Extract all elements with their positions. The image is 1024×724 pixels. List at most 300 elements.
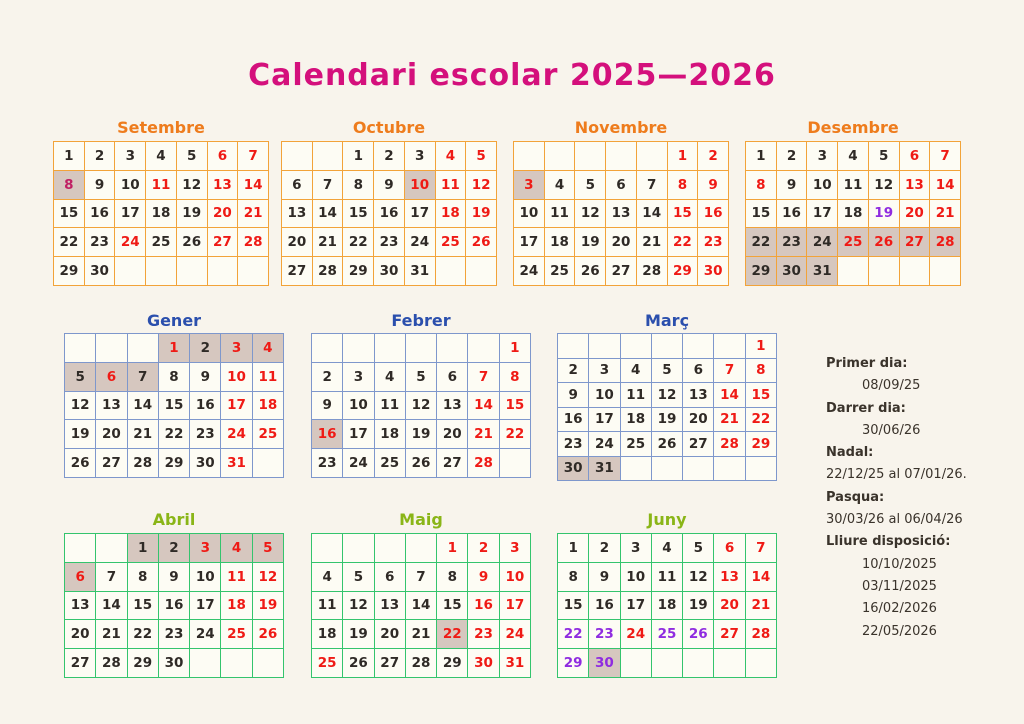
- month-grid: [53, 141, 269, 286]
- day-cell: 9: [468, 563, 499, 592]
- day-cell: 16: [589, 592, 620, 621]
- day-cell: 3: [500, 534, 531, 563]
- day-cell: 10: [190, 563, 221, 592]
- day-cell: 11: [838, 171, 869, 200]
- day-cell: 31: [589, 457, 620, 482]
- day-cell: 13: [208, 171, 239, 200]
- day-cell: 9: [698, 171, 729, 200]
- day-cell: 12: [343, 592, 374, 621]
- day-cell: 27: [437, 449, 468, 478]
- empty-cell: [621, 457, 652, 482]
- day-cell: 3: [221, 334, 252, 363]
- day-cell: 28: [468, 449, 499, 478]
- day-cell: 27: [208, 228, 239, 257]
- month-abril: [64, 510, 284, 678]
- empty-cell: [238, 257, 269, 286]
- empty-cell: [208, 257, 239, 286]
- legend-value: 30/03/26 al 06/04/26: [826, 512, 963, 528]
- day-cell: 22: [668, 228, 699, 257]
- day-cell: 7: [714, 359, 745, 384]
- empty-cell: [714, 457, 745, 482]
- day-cell: 12: [406, 392, 437, 421]
- day-cell: 8: [128, 563, 159, 592]
- month-grid: [557, 533, 777, 678]
- day-cell: 30: [777, 257, 808, 286]
- day-cell: 1: [558, 534, 589, 563]
- day-cell: 3: [514, 171, 545, 200]
- day-cell: 2: [159, 534, 190, 563]
- day-cell: 23: [558, 432, 589, 457]
- day-cell: 4: [146, 142, 177, 171]
- day-cell: 3: [115, 142, 146, 171]
- day-cell: 12: [575, 200, 606, 229]
- day-cell: 22: [128, 620, 159, 649]
- day-cell: 8: [437, 563, 468, 592]
- day-cell: 21: [930, 200, 961, 229]
- day-cell: 2: [777, 142, 808, 171]
- empty-cell: [652, 649, 683, 678]
- legend-label: Darrer dia:: [826, 400, 906, 416]
- month-desembre: [745, 118, 961, 286]
- day-cell: 7: [637, 171, 668, 200]
- day-cell: 26: [177, 228, 208, 257]
- empty-cell: [838, 257, 869, 286]
- day-cell: 9: [374, 171, 405, 200]
- empty-cell: [313, 142, 344, 171]
- day-cell: 16: [558, 408, 589, 433]
- day-cell: 25: [253, 420, 284, 449]
- empty-cell: [714, 334, 745, 359]
- day-cell: 15: [668, 200, 699, 229]
- day-cell: 2: [468, 534, 499, 563]
- day-cell: 11: [621, 383, 652, 408]
- day-cell: 10: [514, 200, 545, 229]
- day-cell: 14: [128, 392, 159, 421]
- day-cell: 20: [375, 620, 406, 649]
- month-maig: [311, 510, 531, 678]
- day-cell: 26: [253, 620, 284, 649]
- day-cell: 27: [96, 449, 127, 478]
- day-cell: 28: [238, 228, 269, 257]
- day-cell: 28: [406, 649, 437, 678]
- month-grid: [311, 533, 531, 678]
- day-cell: 27: [65, 649, 96, 678]
- day-cell: 29: [437, 649, 468, 678]
- day-cell: 17: [514, 228, 545, 257]
- empty-cell: [652, 334, 683, 359]
- day-cell: 3: [621, 534, 652, 563]
- day-cell: 6: [375, 563, 406, 592]
- day-cell: 26: [65, 449, 96, 478]
- day-cell: 8: [746, 359, 777, 384]
- day-cell: 17: [500, 592, 531, 621]
- day-cell: 11: [253, 363, 284, 392]
- empty-cell: [589, 334, 620, 359]
- empty-cell: [406, 334, 437, 363]
- day-cell: 4: [375, 363, 406, 392]
- empty-cell: [312, 334, 343, 363]
- day-cell: 6: [714, 534, 745, 563]
- empty-cell: [437, 334, 468, 363]
- day-cell: 17: [589, 408, 620, 433]
- day-cell: 4: [545, 171, 576, 200]
- legend-value: 10/10/2025: [862, 556, 937, 572]
- day-cell: 24: [221, 420, 252, 449]
- empty-cell: [606, 142, 637, 171]
- empty-cell: [514, 142, 545, 171]
- day-cell: 23: [159, 620, 190, 649]
- day-cell: 28: [96, 649, 127, 678]
- empty-cell: [190, 649, 221, 678]
- empty-cell: [746, 649, 777, 678]
- day-cell: 22: [746, 228, 777, 257]
- day-cell: 19: [406, 420, 437, 449]
- day-cell: 5: [683, 534, 714, 563]
- day-cell: 21: [406, 620, 437, 649]
- day-cell: 27: [683, 432, 714, 457]
- day-cell: 22: [343, 228, 374, 257]
- day-cell: 10: [343, 392, 374, 421]
- day-cell: 13: [65, 592, 96, 621]
- day-cell: 5: [575, 171, 606, 200]
- day-cell: 29: [128, 649, 159, 678]
- day-cell: 22: [500, 420, 531, 449]
- day-cell: 29: [343, 257, 374, 286]
- day-cell: 31: [807, 257, 838, 286]
- day-cell: 10: [589, 383, 620, 408]
- day-cell: 13: [606, 200, 637, 229]
- day-cell: 16: [159, 592, 190, 621]
- empty-cell: [621, 334, 652, 359]
- month-grid: [64, 333, 284, 478]
- day-cell: 1: [746, 142, 777, 171]
- day-cell: 26: [343, 649, 374, 678]
- empty-cell: [746, 457, 777, 482]
- empty-cell: [221, 649, 252, 678]
- legend-label: Primer dia:: [826, 356, 908, 371]
- day-cell: 6: [208, 142, 239, 171]
- empty-cell: [343, 334, 374, 363]
- day-cell: 21: [714, 408, 745, 433]
- month-title: Octubre: [352, 118, 426, 137]
- day-cell: 17: [190, 592, 221, 621]
- day-cell: 20: [900, 200, 931, 229]
- day-cell: 9: [159, 563, 190, 592]
- day-cell: 1: [54, 142, 85, 171]
- empty-cell: [96, 334, 127, 363]
- day-cell: 1: [746, 334, 777, 359]
- day-cell: 31: [405, 257, 436, 286]
- day-cell: 13: [900, 171, 931, 200]
- empty-cell: [375, 534, 406, 563]
- day-cell: 28: [313, 257, 344, 286]
- day-cell: 19: [575, 228, 606, 257]
- legend-label: Pasqua:: [826, 489, 885, 505]
- day-cell: 26: [466, 228, 497, 257]
- day-cell: 29: [746, 257, 777, 286]
- day-cell: 18: [838, 200, 869, 229]
- day-cell: 30: [698, 257, 729, 286]
- day-cell: 24: [514, 257, 545, 286]
- day-cell: 20: [606, 228, 637, 257]
- day-cell: 3: [405, 142, 436, 171]
- day-cell: 21: [238, 200, 269, 229]
- day-cell: 15: [746, 200, 777, 229]
- day-cell: 1: [437, 534, 468, 563]
- day-cell: 10: [405, 171, 436, 200]
- day-cell: 5: [869, 142, 900, 171]
- legend-value: 08/09/25: [862, 378, 921, 394]
- day-cell: 29: [54, 257, 85, 286]
- empty-cell: [375, 334, 406, 363]
- day-cell: 10: [807, 171, 838, 200]
- day-cell: 30: [85, 257, 116, 286]
- month-grid: [745, 141, 961, 286]
- day-cell: 9: [589, 563, 620, 592]
- day-cell: 19: [869, 200, 900, 229]
- day-cell: 3: [807, 142, 838, 171]
- day-cell: 4: [652, 534, 683, 563]
- day-cell: 11: [545, 200, 576, 229]
- day-cell: 18: [375, 420, 406, 449]
- month-title: Abril: [152, 510, 196, 529]
- day-cell: 25: [545, 257, 576, 286]
- day-cell: 9: [312, 392, 343, 421]
- day-cell: 26: [652, 432, 683, 457]
- day-cell: 7: [746, 534, 777, 563]
- day-cell: 29: [159, 449, 190, 478]
- month-grid: [557, 333, 777, 481]
- day-cell: 25: [436, 228, 467, 257]
- day-cell: 4: [312, 563, 343, 592]
- day-cell: 19: [177, 200, 208, 229]
- day-cell: 28: [637, 257, 668, 286]
- day-cell: 18: [545, 228, 576, 257]
- month-title: Març: [644, 311, 690, 330]
- day-cell: 2: [85, 142, 116, 171]
- day-cell: 8: [558, 563, 589, 592]
- day-cell: 18: [621, 408, 652, 433]
- empty-cell: [683, 334, 714, 359]
- day-cell: 17: [621, 592, 652, 621]
- month-title: Novembre: [574, 118, 668, 137]
- day-cell: 8: [343, 171, 374, 200]
- empty-cell: [65, 534, 96, 563]
- day-cell: 8: [746, 171, 777, 200]
- day-cell: 30: [589, 649, 620, 678]
- day-cell: 19: [343, 620, 374, 649]
- day-cell: 12: [466, 171, 497, 200]
- day-cell: 6: [900, 142, 931, 171]
- day-cell: 2: [190, 334, 221, 363]
- day-cell: 14: [637, 200, 668, 229]
- legend-value: 03/11/2025: [862, 578, 937, 594]
- day-cell: 7: [96, 563, 127, 592]
- day-cell: 29: [746, 432, 777, 457]
- day-cell: 25: [838, 228, 869, 257]
- day-cell: 30: [190, 449, 221, 478]
- day-cell: 18: [146, 200, 177, 229]
- day-cell: 13: [96, 392, 127, 421]
- day-cell: 16: [190, 392, 221, 421]
- day-cell: 20: [683, 408, 714, 433]
- legend-label: Nadal:: [826, 445, 874, 461]
- page-title: Calendari escolar 2025—2026: [248, 58, 776, 93]
- day-cell: 7: [406, 563, 437, 592]
- day-cell: 24: [500, 620, 531, 649]
- day-cell: 9: [777, 171, 808, 200]
- day-cell: 17: [115, 200, 146, 229]
- empty-cell: [558, 334, 589, 359]
- day-cell: 5: [65, 363, 96, 392]
- day-cell: 6: [606, 171, 637, 200]
- empty-cell: [637, 142, 668, 171]
- day-cell: 15: [128, 592, 159, 621]
- day-cell: 5: [177, 142, 208, 171]
- day-cell: 11: [221, 563, 252, 592]
- empty-cell: [436, 257, 467, 286]
- day-cell: 24: [807, 228, 838, 257]
- day-cell: 2: [698, 142, 729, 171]
- day-cell: 4: [436, 142, 467, 171]
- legend-value: 16/02/2026: [862, 601, 937, 617]
- month-marc: [557, 311, 777, 481]
- day-cell: 18: [312, 620, 343, 649]
- day-cell: 12: [177, 171, 208, 200]
- day-cell: 19: [65, 420, 96, 449]
- month-grid: [64, 533, 284, 678]
- day-cell: 27: [282, 257, 313, 286]
- day-cell: 21: [637, 228, 668, 257]
- day-cell: 10: [621, 563, 652, 592]
- legend-value: 22/05/2026: [862, 623, 937, 639]
- day-cell: 19: [466, 200, 497, 229]
- day-cell: 12: [652, 383, 683, 408]
- day-cell: 23: [312, 449, 343, 478]
- day-cell: 24: [115, 228, 146, 257]
- day-cell: 8: [500, 363, 531, 392]
- day-cell: 20: [65, 620, 96, 649]
- day-cell: 25: [312, 649, 343, 678]
- day-cell: 27: [375, 649, 406, 678]
- day-cell: 15: [437, 592, 468, 621]
- day-cell: 18: [221, 592, 252, 621]
- day-cell: 15: [159, 392, 190, 421]
- day-cell: 25: [221, 620, 252, 649]
- day-cell: 23: [190, 420, 221, 449]
- month-setembre: [53, 118, 269, 286]
- day-cell: 5: [343, 563, 374, 592]
- day-cell: 28: [930, 228, 961, 257]
- day-cell: 14: [406, 592, 437, 621]
- day-cell: 19: [253, 592, 284, 621]
- day-cell: 1: [500, 334, 531, 363]
- day-cell: 12: [65, 392, 96, 421]
- day-cell: 21: [468, 420, 499, 449]
- day-cell: 1: [159, 334, 190, 363]
- empty-cell: [869, 257, 900, 286]
- day-cell: 27: [900, 228, 931, 257]
- month-octubre: [281, 118, 497, 286]
- day-cell: 16: [312, 420, 343, 449]
- day-cell: 18: [436, 200, 467, 229]
- empty-cell: [900, 257, 931, 286]
- day-cell: 14: [313, 200, 344, 229]
- day-cell: 6: [437, 363, 468, 392]
- day-cell: 9: [190, 363, 221, 392]
- day-cell: 11: [375, 392, 406, 421]
- day-cell: 9: [85, 171, 116, 200]
- day-cell: 17: [405, 200, 436, 229]
- month-grid: [281, 141, 497, 286]
- day-cell: 20: [714, 592, 745, 621]
- day-cell: 6: [96, 363, 127, 392]
- day-cell: 23: [85, 228, 116, 257]
- day-cell: 7: [313, 171, 344, 200]
- month-title: Maig: [399, 510, 443, 529]
- day-cell: 7: [468, 363, 499, 392]
- legend-value: 30/06/26: [862, 422, 921, 438]
- day-cell: 24: [621, 620, 652, 649]
- day-cell: 8: [668, 171, 699, 200]
- legend-label: Lliure disposició:: [826, 534, 951, 550]
- day-cell: 22: [746, 408, 777, 433]
- day-cell: 20: [208, 200, 239, 229]
- day-cell: 23: [468, 620, 499, 649]
- day-cell: 21: [746, 592, 777, 621]
- empty-cell: [930, 257, 961, 286]
- day-cell: 31: [221, 449, 252, 478]
- day-cell: 22: [437, 620, 468, 649]
- day-cell: 14: [238, 171, 269, 200]
- day-cell: 17: [221, 392, 252, 421]
- day-cell: 23: [374, 228, 405, 257]
- day-cell: 31: [500, 649, 531, 678]
- day-cell: 15: [500, 392, 531, 421]
- day-cell: 22: [54, 228, 85, 257]
- day-cell: 16: [85, 200, 116, 229]
- day-cell: 7: [930, 142, 961, 171]
- day-cell: 19: [683, 592, 714, 621]
- empty-cell: [545, 142, 576, 171]
- day-cell: 7: [238, 142, 269, 171]
- day-cell: 30: [468, 649, 499, 678]
- day-cell: 5: [466, 142, 497, 171]
- empty-cell: [468, 334, 499, 363]
- empty-cell: [714, 649, 745, 678]
- day-cell: 21: [313, 228, 344, 257]
- day-cell: 11: [146, 171, 177, 200]
- day-cell: 9: [558, 383, 589, 408]
- month-novembre: [513, 118, 729, 286]
- day-cell: 21: [96, 620, 127, 649]
- empty-cell: [253, 649, 284, 678]
- month-febrer: [311, 311, 531, 478]
- day-cell: 10: [500, 563, 531, 592]
- day-cell: 13: [375, 592, 406, 621]
- day-cell: 5: [652, 359, 683, 384]
- month-title: Desembre: [807, 118, 899, 137]
- day-cell: 22: [558, 620, 589, 649]
- empty-cell: [500, 449, 531, 478]
- day-cell: 14: [714, 383, 745, 408]
- day-cell: 2: [312, 363, 343, 392]
- empty-cell: [683, 649, 714, 678]
- empty-cell: [282, 142, 313, 171]
- empty-cell: [146, 257, 177, 286]
- day-cell: 23: [589, 620, 620, 649]
- day-cell: 10: [115, 171, 146, 200]
